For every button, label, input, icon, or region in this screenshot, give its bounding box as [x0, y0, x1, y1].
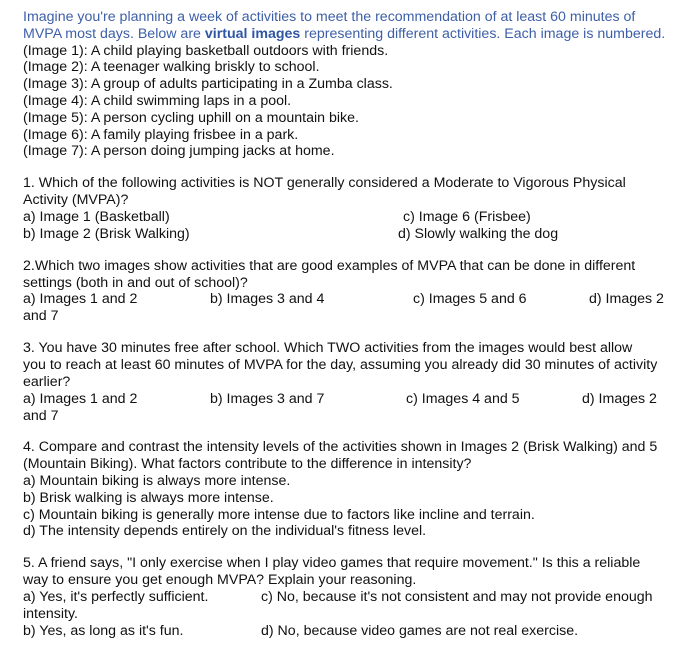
intro-text: representing different activities. Each image is numbered. [300, 25, 666, 42]
image-item: (Image 4): A child swimming laps in a pool. [23, 92, 292, 109]
image-item: (Image 5): A person cycling uphill on a mountain bike. [23, 109, 359, 126]
option-c[interactable]: c) Images 4 and 5 [406, 390, 520, 407]
image-item: (Image 2): A teenager walking briskly to school. [23, 59, 320, 76]
option-row [23, 391, 689, 408]
option-a[interactable]: a) Images 1 and 2 [23, 390, 138, 407]
question-3 [23, 340, 689, 424]
image-item: (Image 6): A family playing frisbee in a park. [23, 126, 299, 143]
question-5 [23, 555, 689, 639]
option-row [23, 623, 689, 640]
virtual-images-emphasis: virtual images [204, 25, 301, 42]
option-b[interactable]: b) Images 3 and 4 [210, 291, 325, 308]
intro-paragraph [23, 9, 689, 43]
question-text: settings (both in and out of school)? [23, 274, 248, 291]
question-text: (Mountain Biking). What factors contribute to the difference in intensity? [23, 456, 472, 473]
intro-line-1: Imagine you're planning a week of activities to meet the recommendation of at least 60 minutes of [23, 9, 636, 25]
option-d-continued: and 7 [23, 308, 59, 325]
question-text: earlier? [23, 373, 71, 390]
option-b[interactable]: b) Brisk walking is always more intense. [23, 489, 274, 506]
question-text: 2.Which two images show activities that are good examples of MVPA that can be done in different [23, 257, 636, 274]
option-a[interactable]: a) Yes, it's perfectly sufficient. [23, 588, 209, 605]
question-text: 3. You have 30 minutes free after school. Which TWO activities from the images would best allow [23, 340, 633, 357]
option-c-continued: intensity. [23, 605, 78, 622]
option-c[interactable]: c) Images 5 and 6 [413, 291, 527, 308]
option-c[interactable]: c) Mountain biking is generally more intense due to factors like incline and terrain. [23, 506, 535, 523]
option-row [23, 291, 689, 308]
question-text: 1. Which of the following activities is NOT generally considered a Moderate to Vigorous Physical [23, 175, 626, 192]
intro-line-2 [23, 26, 689, 43]
question-text: way to ensure you get enough MVPA? Explain your reasoning. [23, 571, 417, 588]
option-row [23, 209, 689, 226]
question-text: you to reach at least 60 minutes of MVPA for the day, assuming you already did 30 minutes of activity [23, 356, 658, 373]
option-b[interactable]: b) Image 2 (Brisk Walking) [23, 225, 190, 242]
worksheet [23, 9, 689, 640]
option-row [23, 589, 689, 606]
option-a[interactable]: a) Mountain biking is always more intense. [23, 472, 291, 489]
option-a[interactable]: a) Images 1 and 2 [23, 291, 138, 308]
image-item: (Image 7): A person doing jumping jacks at home. [23, 143, 335, 160]
image-list [23, 43, 689, 161]
option-d-continued: and 7 [23, 407, 59, 424]
option-b[interactable]: b) Yes, as long as it's fun. [23, 622, 184, 639]
option-row [23, 226, 689, 243]
question-text: 4. Compare and contrast the intensity levels of the activities shown in Images 2 (Brisk Walking) and 5 [23, 439, 658, 456]
question-4 [23, 439, 689, 540]
option-d[interactable]: d) The intensity depends entirely on the individual's fitness level. [23, 523, 427, 540]
intro-text: MVPA most days. Below are [23, 25, 205, 42]
option-c[interactable]: c) No, because it's not consistent and may not provide enough [261, 588, 653, 605]
image-item: (Image 3): A group of adults participating in a Zumba class. [23, 76, 393, 93]
question-text: 5. A friend says, "I only exercise when I play video games that require movement." Is this a reliable [23, 555, 641, 572]
question-2 [23, 258, 689, 325]
question-text: Activity (MVPA)? [23, 191, 129, 208]
option-a[interactable]: a) Image 1 (Basketball) [23, 208, 170, 225]
option-b[interactable]: b) Images 3 and 7 [210, 390, 325, 407]
option-d[interactable]: d) Slowly walking the dog [398, 225, 559, 242]
image-item: (Image 1): A child playing basketball outdoors with friends. [23, 42, 389, 59]
option-d[interactable]: d) Images 2 [582, 390, 657, 407]
option-c[interactable]: c) Image 6 (Frisbee) [403, 208, 531, 225]
question-1 [23, 175, 689, 243]
option-d[interactable]: d) Images 2 [589, 291, 664, 308]
option-d[interactable]: d) No, because video games are not real exercise. [261, 622, 579, 639]
